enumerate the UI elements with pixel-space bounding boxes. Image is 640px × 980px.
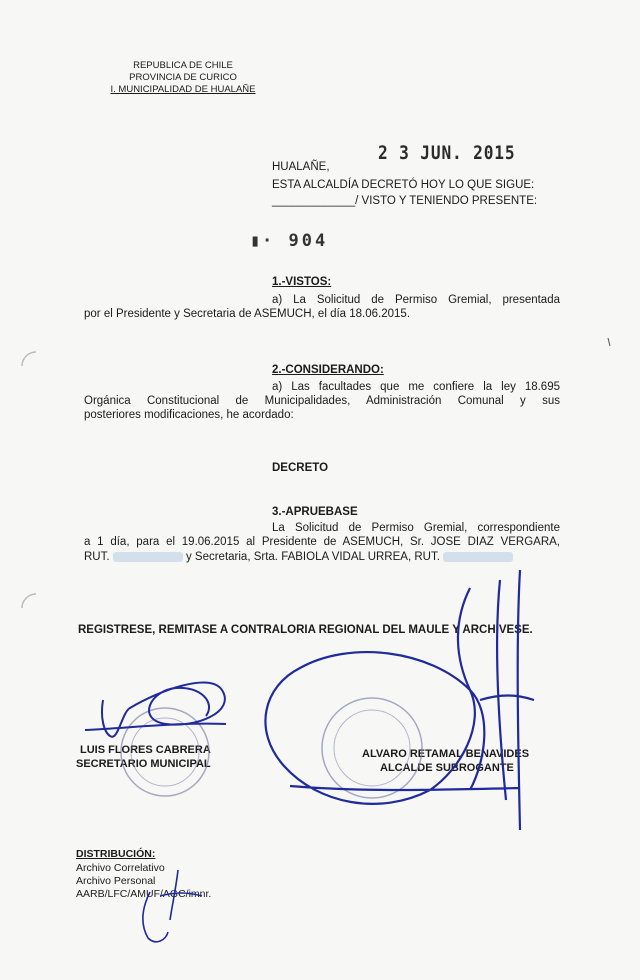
intro-line: ESTA ALCALDÍA DECRETÓ HOY LO QUE SIGUE: [272, 179, 535, 191]
vistos-line-1: a) La Solicitud de Permiso Gremial, presentada [272, 294, 560, 306]
decree-number: · 904 [262, 231, 329, 251]
left-signatory-name: LUIS FLORES CABRERA [80, 744, 211, 756]
rut-label-1: RUT. [84, 551, 110, 563]
considerando-line-3: posteriores modificaciones, he acordado: [84, 409, 294, 421]
header-municipality: I. MUNICIPALIDAD DE HUALAÑE [110, 84, 256, 95]
apruebase-line-1: La Solicitud de Permiso Gremial, correspondiente [272, 522, 560, 534]
header-province: PROVINCIA DE CURICO [129, 72, 237, 83]
apruebase-line-3 [84, 550, 513, 564]
date-stamp: 2 3 JUN. 2015 [378, 142, 516, 164]
decreto-heading: DECRETO [272, 462, 329, 474]
visto-line: _____________/ VISTO Y TENIENDO PRESENTE: [272, 195, 538, 207]
vistos-heading: 1.-VISTOS: [272, 276, 332, 288]
considerando-line-1: a) Las facultades que me confiere la ley 18.695 [272, 381, 560, 393]
apruebase-heading: 3.-APRUEBASE [272, 506, 358, 518]
header-republic: REPUBLICA DE CHILE [133, 60, 233, 71]
vistos-line-2: por el Presidente y Secretaria de ASEMUCH, el día 18.06.2015. [84, 308, 411, 320]
distribucion-item: Archivo Personal [76, 875, 156, 887]
right-signatory-name: ALVARO RETAMAL BENAVIDES [362, 748, 530, 760]
decree-mark: ▮ [250, 231, 264, 251]
hole-punch-mark [22, 352, 36, 366]
right-signatory-title: ALCALDE SUBROGANTE [380, 762, 514, 774]
secretaria-text: y Secretaria, Srta. FABIOLA VIDAL URREA, RUT. [185, 551, 440, 563]
distribucion-item: AARB/LFC/AMUF/AGC/imnr. [76, 888, 212, 900]
place-label: HUALAÑE, [272, 161, 330, 173]
distribucion-item: Archivo Correlativo [76, 862, 165, 874]
margin-tick [608, 338, 610, 346]
left-signature [85, 683, 226, 737]
right-signature [265, 570, 534, 830]
distribucion-heading: DISTRIBUCIÓN: [76, 848, 156, 860]
hole-punch-mark [22, 594, 36, 608]
considerando-heading: 2.-CONSIDERANDO: [272, 364, 384, 376]
registrese-line: REGISTRESE, REMITASE A CONTRALORIA REGIONAL DEL MAULE Y ARCHIVESE. [78, 624, 533, 636]
redacted-rut-2 [443, 552, 513, 562]
redacted-rut-1 [113, 552, 183, 562]
apruebase-line-2: a 1 día, para el 19.06.2015 al Presidente de ASEMUCH, Sr. JOSE DIAZ VERGARA, [84, 536, 560, 548]
left-signatory-title: SECRETARIO MUNICIPAL [76, 758, 211, 770]
considerando-line-2: Orgánica Constitucional de Municipalidades, Administración Comunal y sus [84, 395, 560, 407]
